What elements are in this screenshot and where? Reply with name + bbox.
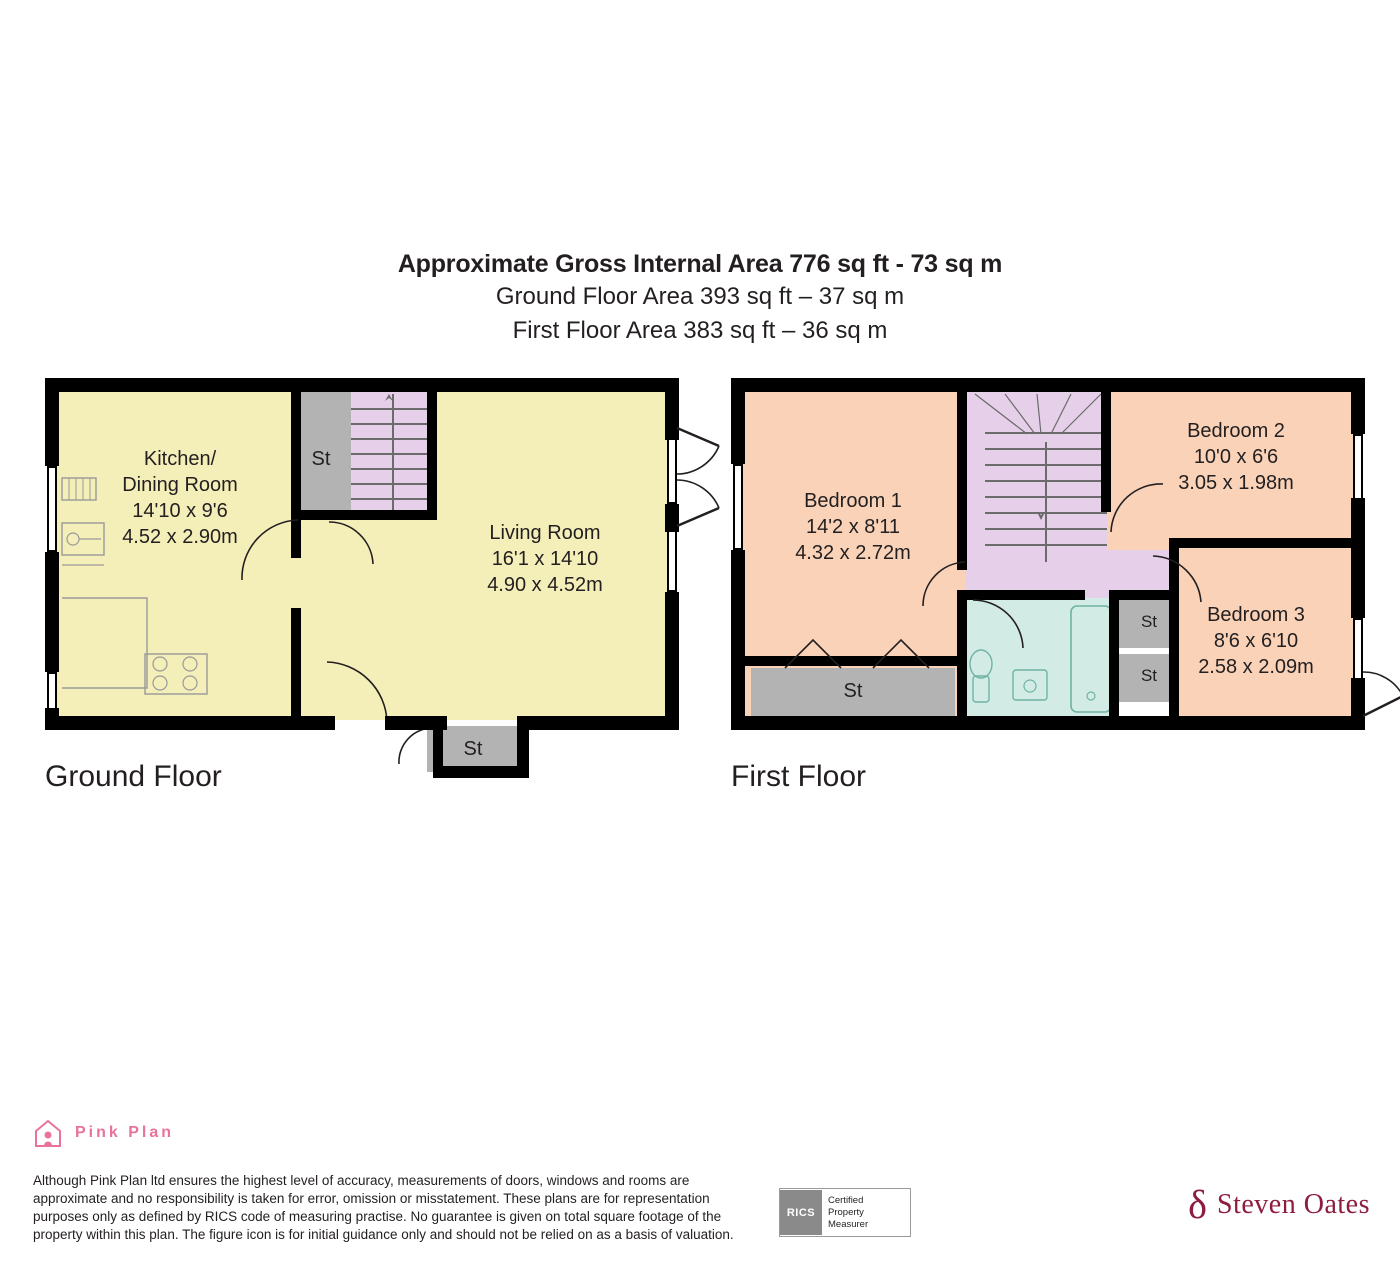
plan-header [0,248,1400,348]
internal-wall [743,656,965,666]
stair-direction-arrow-ground [381,392,397,408]
rics-badge-text [822,1195,868,1231]
exterior-wall-left-mid [45,552,59,672]
internal-wall [957,390,967,570]
exterior-wall-right-lower [665,592,679,730]
living-room-dimensions-metric: 4.90 x 4.52m [487,574,603,596]
door-storage-first-1 [783,636,843,670]
stair-direction-arrow-first [1033,504,1049,522]
living-room-label [445,520,645,598]
bedroom-3-dimensions-imperial: 8'6 x 6'10 [1213,630,1299,652]
rics-line-2: Property [828,1206,864,1218]
kitchen-dimensions-imperial: 14'10 x 9'6 [132,500,228,522]
exterior-wall-left-bottom [731,550,745,730]
internal-wall [1109,590,1119,720]
house-icon [33,1118,63,1148]
window-left-first [733,464,743,550]
storage-wall-bottom [433,766,529,778]
bedroom-2-label [1131,418,1341,496]
stair-winder-lines [967,392,1107,452]
window-right-lower [667,528,677,592]
bedroom-2-label-line1: Bedroom 2 [1187,420,1285,442]
exterior-wall-top [45,378,679,392]
rics-line-1: Certified [828,1194,864,1206]
first-floor-name: First Floor [731,760,866,793]
door-storage-ground [395,724,435,768]
rics-logo: RICS [780,1190,822,1235]
storage-label-first-3: St [1140,666,1158,685]
ground-floor-name: Ground Floor [45,760,222,793]
storage-label-ground-1: St [311,448,331,470]
pink-plan-brand [33,1118,174,1148]
door-storage-first-2 [871,636,931,670]
first-floor-area-text: First Floor Area 383 sq ft – 36 sq m [512,317,888,344]
bedroom-1-dimensions-metric: 4.32 x 2.72m [795,542,911,564]
bedroom-3-dimensions-metric: 2.58 x 2.09m [1198,656,1314,678]
kitchen-dimensions-metric: 4.52 x 2.90m [122,526,238,548]
door-bathroom [971,598,1027,650]
bedroom-3-label [1151,602,1361,680]
bedroom-1-label [753,488,953,566]
internal-wall [427,390,437,520]
brand-name: Pink Plan [75,1124,175,1141]
kitchen-label-line1: Kitchen/ [143,448,217,470]
exterior-wall-right-mid [1351,498,1365,618]
gross-internal-area-title: Approximate Gross Internal Area 776 sq ft - 73 sq m [397,250,1003,278]
kitchen-label-line2: Dining Room [122,474,238,496]
storage-label-ground-2: St [463,738,483,760]
bedroom-1-dimensions-imperial: 14'2 x 8'11 [805,516,900,538]
door-bedroom-3 [1151,554,1207,604]
external-door-swing-first [1361,670,1400,720]
exterior-wall-bottom [731,716,1365,730]
kitchen-dining-room-label [85,446,275,550]
disclaimer-text: Although Pink Plan ltd ensures the highest level of accuracy, measurements of doors, windows and rooms are approximate and no responsibility is taken for error, omission or misstatement. These plans are for representation purposes only as defined by RICS code of measuring practise. No guarantee is given on total square footage of the property within this plan. The figure icon is for initial guidance only and should not be relied on as a basis of valuation. [33,1173,734,1242]
rics-line-3: Measurer [828,1218,869,1230]
storage-label-first-2: St [1140,612,1158,631]
bedroom-2-dimensions-metric: 3.05 x 1.98m [1178,472,1294,494]
external-door-swing-upper [675,426,721,476]
internal-wall [291,608,301,720]
agent-name: Steven Oates [1217,1189,1370,1220]
agent-logo [1188,1182,1370,1227]
external-door-swing-lower [675,478,721,528]
living-room-dimensions-imperial: 16'1 x 14'10 [491,548,599,570]
exterior-wall-left-upper [45,378,59,466]
exterior-wall-bottom-far-right [517,716,679,730]
door-bedroom-1 [921,560,967,610]
stair-treads-ground [351,390,435,518]
window-left-upper [47,466,57,552]
internal-wall [291,510,437,520]
bedroom-3-label-line1: Bedroom 3 [1207,604,1305,626]
exterior-wall-bottom-left [45,716,335,730]
rics-certified-badge [779,1188,911,1237]
ground-floor-plan [45,378,685,798]
bedroom-1-label-line1: Bedroom 1 [804,490,902,512]
door-front [321,658,391,724]
living-room-label-line1: Living Room [489,522,601,544]
first-floor-plan [731,378,1371,798]
ground-floor-area-text: Ground Floor Area 393 sq ft – 37 sq m [495,283,905,310]
internal-wall [1169,538,1359,548]
bedroom-2-dimensions-imperial: 10'0 x 6'6 [1193,446,1279,468]
storage-label-first-1: St [843,680,863,702]
door-hall-living [327,520,385,566]
window-right-first-upper [1353,434,1363,500]
exterior-wall-right-top [1351,378,1365,434]
exterior-wall-top [731,378,1365,392]
agent-monogram-icon: δ [1188,1182,1208,1227]
exterior-wall-left-top [731,378,745,464]
